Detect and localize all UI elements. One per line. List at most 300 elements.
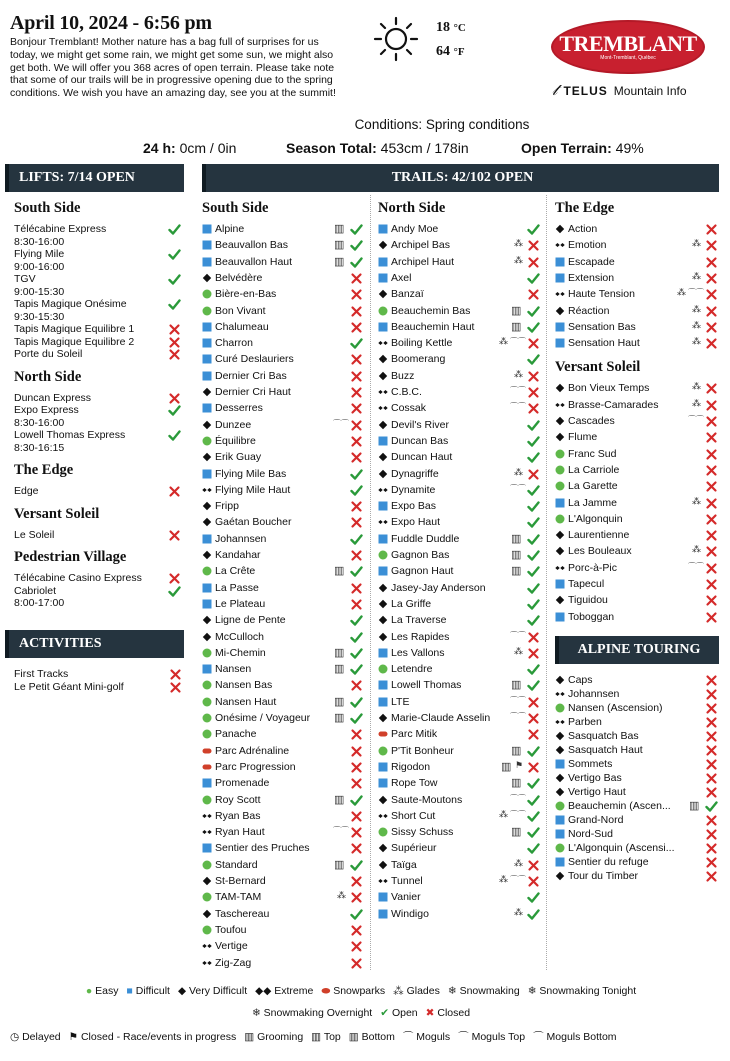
grooming-icon: ▥ xyxy=(334,255,345,268)
legend-symbol-icon: ❄ xyxy=(447,985,460,997)
grooming-icon: ▥ xyxy=(511,777,522,790)
very-difficult-diamond-icon xyxy=(555,773,565,783)
trail-row: Action xyxy=(568,223,598,235)
glade-icon: ⁂ xyxy=(499,808,508,819)
trail-row: Alpine xyxy=(215,223,245,235)
closed-x-icon xyxy=(169,681,182,694)
glade-icon: ⁂ xyxy=(692,381,701,392)
lift-section-1: North Side xyxy=(14,368,82,385)
trail-row: Brasse-Camarades xyxy=(568,398,659,411)
easy-circle-icon xyxy=(555,465,565,475)
trail-row: Beauvallon Haut xyxy=(215,255,293,268)
open-check-icon xyxy=(527,321,540,334)
closed-x-icon xyxy=(705,513,718,526)
legend-symbol-icon: ▥ xyxy=(244,1031,258,1043)
easy-circle-icon xyxy=(202,566,212,576)
legend-item: ▥ Bottom xyxy=(348,1031,395,1043)
easy-circle-icon xyxy=(555,449,565,459)
trail-row: Cossak xyxy=(391,402,427,415)
extreme-double-diamond-icon xyxy=(378,811,388,821)
trail-row: Emotion xyxy=(568,239,607,252)
closed-x-icon xyxy=(350,549,363,562)
legend-item: ▥ Top xyxy=(311,1031,341,1043)
easy-circle-icon xyxy=(202,306,212,316)
legend-symbol-icon: ▥ xyxy=(348,1031,362,1043)
very-difficult-diamond-icon xyxy=(555,224,565,234)
closed-x-icon xyxy=(527,288,540,301)
easy-circle-icon xyxy=(202,436,212,446)
grooming-icon: ▥ xyxy=(334,239,345,252)
trail-row: L'Algonquin xyxy=(568,512,623,525)
very-difficult-diamond-icon xyxy=(555,432,565,442)
extreme-double-diamond-icon xyxy=(555,717,565,727)
trail-row: Flying Mile Haut xyxy=(215,483,291,496)
difficult-square-icon xyxy=(202,240,212,250)
trail-row: Le Plateau xyxy=(215,597,266,610)
closed-x-icon xyxy=(705,223,718,236)
difficult-square-icon xyxy=(202,778,212,788)
open-check-icon xyxy=(350,565,363,578)
trail-row: La Passe xyxy=(215,581,259,594)
very-difficult-diamond-icon xyxy=(378,713,388,723)
difficult-square-icon xyxy=(202,664,212,674)
moguls-icon: ⌒⌒ xyxy=(510,695,526,705)
grooming-icon: ▥ xyxy=(511,304,522,317)
extreme-double-diamond-icon xyxy=(378,387,388,397)
easy-circle-icon xyxy=(555,514,565,524)
closed-x-icon xyxy=(527,875,540,888)
closed-x-icon xyxy=(705,688,718,701)
closed-x-icon xyxy=(527,370,540,383)
closed-x-icon xyxy=(705,716,718,729)
open-check-icon xyxy=(527,451,540,464)
legend-item: ✔ Open xyxy=(380,1007,418,1019)
closed-x-icon xyxy=(350,500,363,513)
difficult-square-icon xyxy=(202,338,212,348)
trail-row: Roy Scott xyxy=(215,793,261,806)
report-date: April 10, 2024 - 6:56 pm xyxy=(10,12,212,34)
glade-icon: ⁂ xyxy=(514,466,523,477)
closed-x-icon xyxy=(705,321,718,334)
alpine-touring-header: ALPINE TOURING xyxy=(555,636,719,664)
trail-row: McCulloch xyxy=(215,630,265,643)
trail-row: Porc-à-Pic xyxy=(568,561,618,574)
closed-x-icon xyxy=(705,497,718,510)
glade-icon: ⁂ xyxy=(514,238,523,249)
touring-row: Caps xyxy=(568,674,593,686)
trail-row: Banzaï xyxy=(391,288,424,301)
temperature-fahrenheit: 64 °F xyxy=(436,44,465,59)
lift-section-2: The Edge xyxy=(14,462,74,478)
open-check-icon xyxy=(527,582,540,595)
touring-row: Johannsen xyxy=(568,688,620,700)
legend-item: ⌒ Moguls Bottom xyxy=(533,1031,617,1043)
trail-row: St-Bernard xyxy=(215,875,266,887)
extreme-double-diamond-icon xyxy=(202,958,212,968)
legend-symbol-icon: ◆ xyxy=(177,985,189,997)
grooming-icon: ▥ xyxy=(511,679,522,692)
closed-x-icon xyxy=(527,631,540,644)
snowpark-icon xyxy=(378,729,388,739)
glade-icon: ⁂ xyxy=(499,874,508,884)
trail-section-0-0: South Side xyxy=(202,200,269,216)
moguls-icon: ⌒⌒ xyxy=(510,630,526,640)
closed-x-icon xyxy=(705,578,718,591)
touring-row: Sasquatch Bas xyxy=(568,730,639,742)
trail-row: Zig-Zag xyxy=(215,956,252,969)
lift-row: Porte du Soleil xyxy=(14,348,83,360)
glade-icon: ⁂ xyxy=(514,645,523,656)
moguls-icon: ⌒⌒ xyxy=(333,418,349,428)
difficult-square-icon xyxy=(202,469,212,479)
closed-x-icon xyxy=(350,370,363,383)
lift-section-4: Pedestrian Village xyxy=(14,549,127,565)
trail-row: Devil's River xyxy=(391,418,450,431)
lift-hours: 8:30-16:00 xyxy=(14,235,65,248)
very-difficult-diamond-icon xyxy=(202,550,212,560)
moguls-icon: ⌒⌒ xyxy=(510,402,526,412)
trail-row: Vertige xyxy=(215,940,248,953)
closed-x-icon xyxy=(350,516,363,529)
very-difficult-diamond-icon xyxy=(555,675,565,685)
closed-x-icon xyxy=(527,859,540,872)
closed-x-icon xyxy=(527,337,540,350)
season-total: Season Total: 453cm / 178in xyxy=(286,140,469,156)
legend-symbol-icon: ■ xyxy=(126,985,136,997)
easy-circle-icon xyxy=(378,306,388,316)
very-difficult-diamond-icon xyxy=(378,860,388,870)
glade-icon: ⁂ xyxy=(677,287,686,298)
closed-x-icon xyxy=(350,305,363,318)
conditions-label: Conditions: Spring conditions xyxy=(354,117,530,132)
legend-symbol-icon: ⚑ xyxy=(68,1031,81,1043)
moguls-icon: ⌒⌒ xyxy=(688,288,704,298)
grooming-icon: ▥ xyxy=(334,695,345,708)
grooming-icon: ▥ xyxy=(511,532,522,545)
difficult-square-icon xyxy=(555,815,565,825)
moguls-icon: ⌒⌒ xyxy=(333,826,349,836)
legend-item: ⚑ Closed - Race/events in progress xyxy=(68,1031,237,1043)
open-check-icon xyxy=(350,533,363,546)
legend-item: ◆ Very Difficult xyxy=(177,985,248,997)
difficult-square-icon xyxy=(202,354,212,364)
open-check-icon xyxy=(527,745,540,758)
closed-x-icon xyxy=(705,814,718,827)
open-check-icon xyxy=(527,794,540,807)
difficult-square-icon xyxy=(555,273,565,283)
easy-circle-icon xyxy=(202,713,212,723)
closed-x-icon xyxy=(350,451,363,464)
legend-item: ⬬ Snowparks xyxy=(321,985,386,997)
grooming-icon: ▥ xyxy=(511,744,522,757)
trail-row: Windigo xyxy=(391,907,429,920)
closed-x-icon xyxy=(705,448,718,461)
moguls-icon: ⌒⌒ xyxy=(510,337,526,347)
closed-x-icon xyxy=(705,288,718,301)
glade-icon: ⁂ xyxy=(692,397,701,408)
trail-row: Erik Guay xyxy=(215,451,262,464)
trail-row: Vanier xyxy=(391,891,421,904)
grooming-icon: ▥ xyxy=(334,793,345,806)
extreme-double-diamond-icon xyxy=(555,563,565,573)
glade-icon: ⁂ xyxy=(514,906,523,917)
trail-row: Supérieur xyxy=(391,842,437,855)
snowpark-icon xyxy=(202,746,212,756)
telus-mountain-info: 𝓉 TELUS Mountain Info xyxy=(552,82,687,99)
trail-row: Tapecul xyxy=(568,578,605,590)
difficult-square-icon xyxy=(378,892,388,902)
very-difficult-diamond-icon xyxy=(202,876,212,886)
difficult-square-icon xyxy=(202,599,212,609)
open-check-icon xyxy=(527,842,540,855)
open-check-icon xyxy=(527,810,540,823)
glade-icon: ⁂ xyxy=(337,890,346,901)
easy-circle-icon xyxy=(378,746,388,756)
activity-row: First Tracks xyxy=(14,668,69,680)
difficult-square-icon xyxy=(202,843,212,853)
open-check-icon xyxy=(527,272,540,285)
touring-row: Sentier du refuge xyxy=(568,856,649,868)
lift-hours: 9:00-15:30 xyxy=(14,285,65,298)
extreme-double-diamond-icon xyxy=(555,400,565,410)
closed-x-icon xyxy=(350,598,363,611)
very-difficult-diamond-icon xyxy=(378,289,388,299)
closed-x-icon xyxy=(350,745,363,758)
lift-hours: 8:30-16:00 xyxy=(14,416,65,429)
moguls-icon: ⌒⌒ xyxy=(510,386,526,395)
open-check-icon xyxy=(350,696,363,709)
snow-24h: 24 h: 0cm / 0in xyxy=(143,140,237,156)
closed-x-icon xyxy=(350,679,363,692)
closed-x-icon xyxy=(705,272,718,285)
trail-row: Les Rapides xyxy=(391,630,450,643)
trail-row: LTE xyxy=(391,695,410,708)
lift-hours: 8:30-16:15 xyxy=(14,441,65,454)
very-difficult-diamond-icon xyxy=(555,745,565,755)
moguls-icon: ⌒⌒ xyxy=(510,483,526,493)
closed-x-icon xyxy=(527,402,540,415)
open-check-icon xyxy=(350,663,363,676)
grooming-icon: ▥ xyxy=(334,858,345,871)
open-check-icon xyxy=(350,256,363,269)
difficult-square-icon xyxy=(555,612,565,622)
trail-row: La Crête xyxy=(215,565,256,578)
trail-row: Bon Vieux Temps xyxy=(568,382,650,395)
open-check-icon xyxy=(527,598,540,611)
trail-row: Boomerang xyxy=(391,353,446,366)
closed-x-icon xyxy=(350,891,363,904)
legend-item: ❄ Snowmaking Overnight xyxy=(251,1007,373,1019)
trail-row: Taschereau xyxy=(215,907,270,920)
closed-x-icon xyxy=(350,402,363,415)
closed-x-icon xyxy=(350,826,363,839)
glade-icon: ⁂ xyxy=(692,495,701,506)
closed-x-icon xyxy=(705,337,718,350)
very-difficult-diamond-icon xyxy=(378,843,388,853)
trail-row: Bière-en-Bas xyxy=(215,288,277,301)
grooming-icon: ▥ xyxy=(334,565,345,578)
trail-row: Les Bouleaux xyxy=(568,545,632,558)
legend-symbol-icon: ▥ xyxy=(311,1031,324,1043)
very-difficult-diamond-icon xyxy=(555,595,565,605)
difficult-square-icon xyxy=(555,579,565,589)
activities-header: ACTIVITIES xyxy=(5,630,184,658)
tremblant-logo: TREMBLANT Mont-Tremblant, Québec xyxy=(551,20,705,74)
trail-row: Réaction xyxy=(568,304,610,317)
difficult-square-icon xyxy=(378,648,388,658)
trail-row: La Jamme xyxy=(568,496,618,509)
legend-item: ◷ Delayed xyxy=(10,1031,61,1043)
closed-x-icon xyxy=(350,288,363,301)
closed-x-icon xyxy=(705,480,718,493)
trail-row: Rope Tow xyxy=(391,777,438,790)
very-difficult-diamond-icon xyxy=(555,787,565,797)
very-difficult-diamond-icon xyxy=(378,240,388,250)
lift-row: Edge xyxy=(14,485,39,497)
open-check-icon xyxy=(527,908,540,921)
trail-row: Équilibre xyxy=(215,434,256,447)
lift-hours: 9:30-15:30 xyxy=(14,310,65,323)
trail-row: Expo Bas xyxy=(391,500,436,513)
open-check-icon xyxy=(168,248,181,261)
trail-row: Nansen xyxy=(215,663,252,676)
moguls-icon: ⌒⌒ xyxy=(510,793,526,803)
closed-x-icon xyxy=(705,529,718,542)
closed-x-icon xyxy=(350,875,363,888)
trail-row: Boiling Kettle xyxy=(391,337,453,350)
touring-row: Vertigo Bas xyxy=(568,772,622,784)
open-check-icon xyxy=(168,429,181,442)
closed-x-icon xyxy=(350,321,363,334)
moguls-icon: ⌒⌒ xyxy=(510,875,526,884)
trail-row: Beauvallon Bas xyxy=(215,239,288,252)
extreme-double-diamond-icon xyxy=(202,811,212,821)
glade-icon: ⁂ xyxy=(499,336,508,347)
open-terrain: Open Terrain: 49% xyxy=(521,140,644,156)
closed-x-icon xyxy=(705,730,718,743)
closed-flag-icon: ⚑ xyxy=(515,759,524,770)
closed-x-icon xyxy=(705,828,718,841)
grooming-icon: ▥ xyxy=(511,320,522,333)
legend-item: ⁂ Glades xyxy=(393,985,440,997)
easy-circle-icon xyxy=(202,925,212,935)
glade-icon: ⁂ xyxy=(692,544,701,555)
trail-row: Dernier Cri Haut xyxy=(215,386,291,398)
lift-section-3: Versant Soleil xyxy=(14,505,100,522)
difficult-square-icon xyxy=(378,534,388,544)
very-difficult-diamond-icon xyxy=(555,731,565,741)
legend-symbol-icon: ⬬ xyxy=(321,985,334,997)
easy-circle-icon xyxy=(202,860,212,870)
difficult-square-icon xyxy=(202,257,212,267)
trail-row: Duncan Haut xyxy=(391,451,453,464)
closed-x-icon xyxy=(705,545,718,558)
touring-row: Nansen (Ascension) xyxy=(568,702,663,714)
snowpark-icon xyxy=(202,762,212,772)
open-check-icon xyxy=(350,337,363,350)
difficult-square-icon xyxy=(555,759,565,769)
extreme-double-diamond-icon xyxy=(378,403,388,413)
trail-row: Panache xyxy=(215,728,257,741)
easy-circle-icon xyxy=(202,892,212,902)
closed-x-icon xyxy=(705,856,718,869)
trail-row: Marie-Claude Asselin xyxy=(391,712,491,724)
closed-x-icon xyxy=(168,485,181,498)
closed-x-icon xyxy=(350,940,363,953)
difficult-square-icon xyxy=(378,322,388,332)
very-difficult-diamond-icon xyxy=(202,615,212,625)
difficult-square-icon xyxy=(378,762,388,772)
trail-row: Sensation Haut xyxy=(568,337,640,350)
trail-row: Gagnon Bas xyxy=(391,549,450,561)
difficult-square-icon xyxy=(202,371,212,381)
open-check-icon xyxy=(527,435,540,448)
open-check-icon xyxy=(350,908,363,921)
grooming-icon: ▥ xyxy=(689,800,700,812)
lift-row: Duncan Express xyxy=(14,391,92,404)
difficult-square-icon xyxy=(378,697,388,707)
closed-x-icon xyxy=(168,392,181,405)
open-check-icon xyxy=(168,223,181,236)
grooming-icon: ▥ xyxy=(334,712,345,724)
trails-header: TRAILS: 42/102 OPEN xyxy=(202,164,719,192)
very-difficult-diamond-icon xyxy=(378,452,388,462)
trail-row: Laurentienne xyxy=(568,529,630,542)
very-difficult-diamond-icon xyxy=(378,632,388,642)
extreme-double-diamond-icon xyxy=(555,240,565,250)
closed-x-icon xyxy=(705,702,718,715)
grooming-icon: ▥ xyxy=(334,223,345,235)
lift-row: Expo Express xyxy=(14,404,79,416)
open-check-icon xyxy=(705,800,718,813)
glade-icon: ⁂ xyxy=(514,368,523,379)
open-check-icon xyxy=(527,777,540,790)
trail-row: Extension xyxy=(568,271,615,284)
legend-item: ● Easy xyxy=(85,985,119,997)
open-check-icon xyxy=(527,305,540,318)
trail-section-2-0: The Edge xyxy=(555,200,615,216)
legend-item: ❄ Snowmaking Tonight xyxy=(527,985,637,997)
legend-symbol-icon: ◆◆ xyxy=(255,985,275,997)
glade-icon: ⁂ xyxy=(692,270,701,281)
trail-row: Dynagriffe xyxy=(391,467,439,480)
trail-row: Johannsen xyxy=(215,532,267,545)
trail-row: Expo Haut xyxy=(391,516,441,529)
easy-circle-icon xyxy=(555,703,565,713)
very-difficult-diamond-icon xyxy=(555,416,565,426)
trail-row: Dernier Cri Bas xyxy=(215,369,287,382)
very-difficult-diamond-icon xyxy=(202,273,212,283)
closed-x-icon xyxy=(350,777,363,790)
difficult-square-icon xyxy=(378,273,388,283)
closed-x-icon xyxy=(527,647,540,660)
touring-row: Beauchemin (Ascen... xyxy=(568,800,671,812)
closed-x-icon xyxy=(350,419,363,432)
very-difficult-diamond-icon xyxy=(202,387,212,397)
open-check-icon xyxy=(527,826,540,839)
open-check-icon xyxy=(168,404,181,417)
open-check-icon xyxy=(350,223,363,236)
legend-symbol-icon: ❄ xyxy=(251,1007,264,1019)
trail-row: Sissy Schuss xyxy=(391,826,454,839)
legend-item: ❄ Snowmaking xyxy=(447,985,520,997)
trail-row: La Carriole xyxy=(568,463,620,476)
easy-circle-icon xyxy=(378,664,388,674)
temperature-celsius: 18 °C xyxy=(436,20,466,35)
touring-row: Vertigo Haut xyxy=(568,786,626,798)
legend-symbol-icon: ● xyxy=(85,985,96,997)
difficult-square-icon xyxy=(202,403,212,413)
